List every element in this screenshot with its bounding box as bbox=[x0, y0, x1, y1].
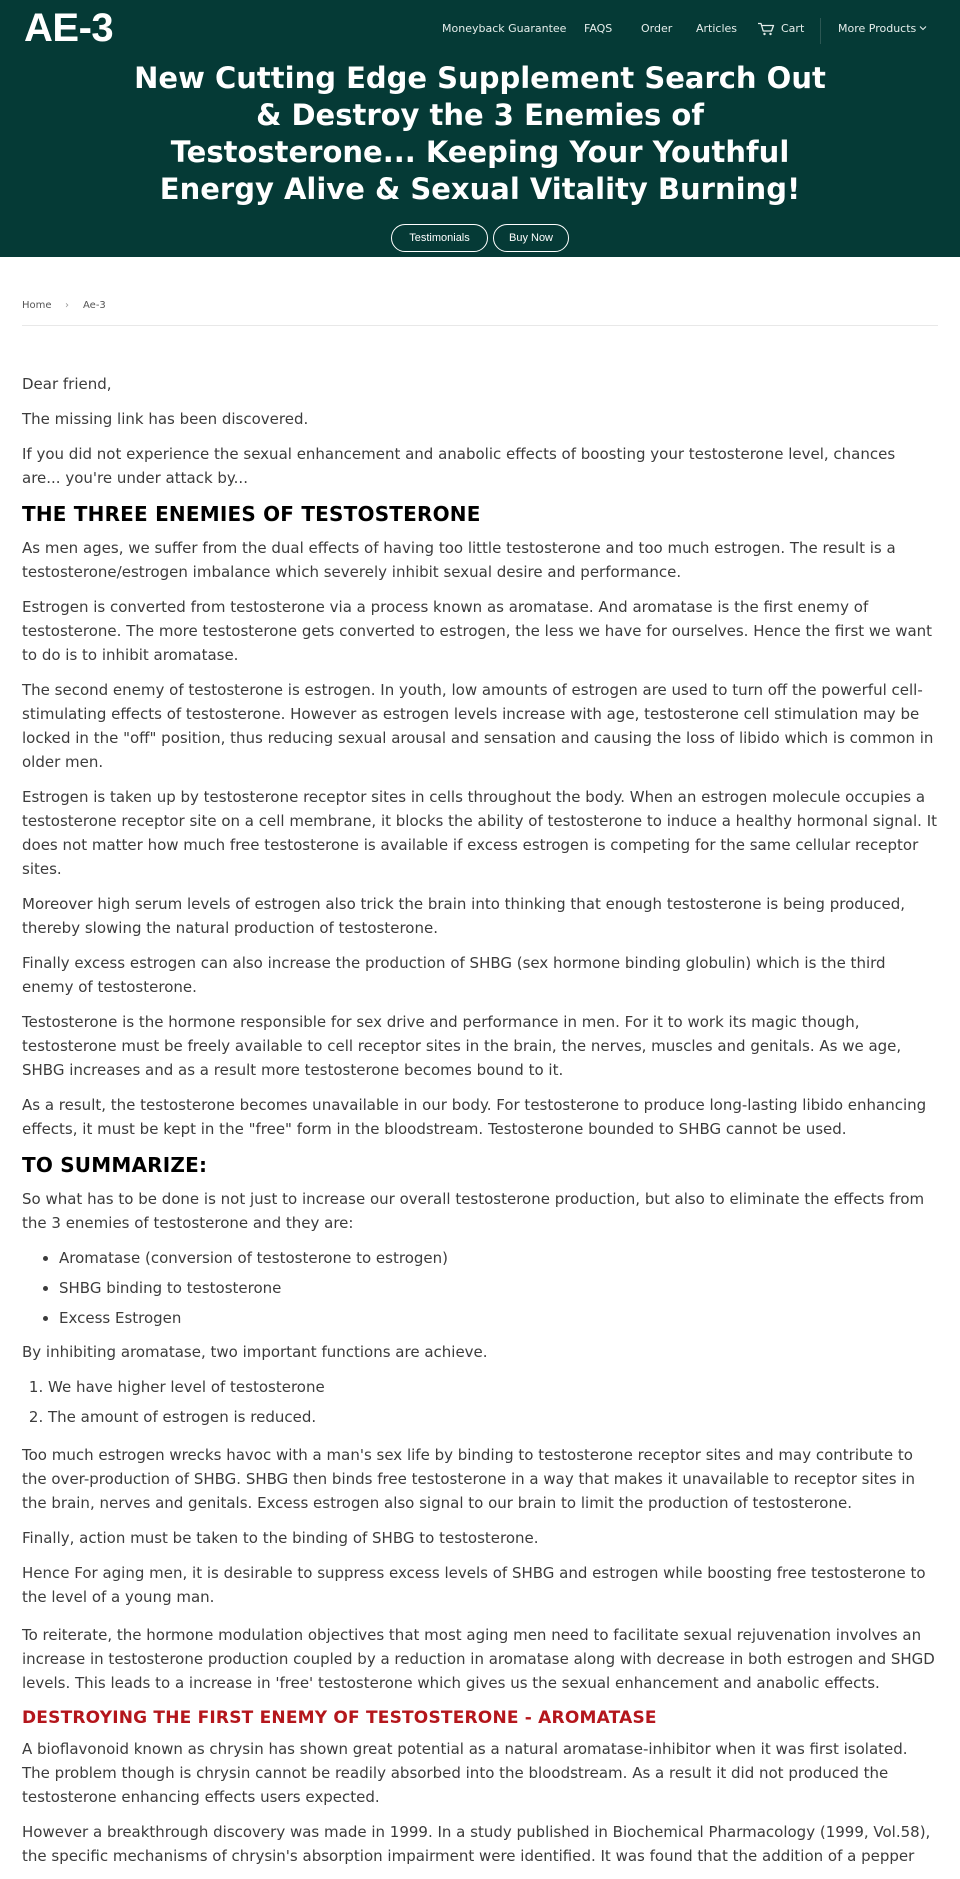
paragraph: Estrogen is converted from testosterone via a process known as aromatase. And aromatase is the first enemy of testosterone. The more testosterone gets converted to estrogen, the less we have for ourselves. Hence the first we want to do is to inhibit aromatase. bbox=[22, 598, 933, 664]
paragraph: Finally excess estrogen can also increase the production of SHBG (sex hormone binding globulin) which is the third enemy of testosterone. bbox=[22, 954, 886, 996]
paragraph: Estrogen is taken up by testosterone receptor sites in cells throughout the body. When an estrogen molecule occupies a testosterone receptor site on a cell membrane, it blocks the ability of testosterone to induce a healthy hormonal signal. It does not matter how much free testosterone is available if excess estrogen is competing for the same cellular receptor sites. bbox=[22, 788, 937, 878]
paragraph: Finally, action must be taken to the binding of SHBG to testosterone. bbox=[22, 1529, 539, 1547]
article-body bbox=[22, 372, 938, 1879]
paragraph: The missing link has been discovered. bbox=[22, 410, 309, 428]
breadcrumb-current: Ae-3 bbox=[83, 300, 106, 311]
nav-articles[interactable]: Articles bbox=[696, 22, 738, 35]
cart-icon[interactable] bbox=[757, 22, 775, 36]
list-item: • SHBG binding to testosterone bbox=[59, 1276, 938, 1300]
functions-list bbox=[48, 1375, 938, 1429]
hero-header bbox=[0, 0, 960, 257]
heading-destroying-aromatase: DESTROYING THE FIRST ENEMY OF TESTOSTERONE - AROMATASE bbox=[22, 1708, 657, 1728]
paragraph: As men ages, we suffer from the dual effects of having too little testosterone and too much estrogen. The result is a testosterone/estrogen imbalance which severely inhibit sexual desire and performance. bbox=[22, 539, 896, 581]
paragraph: Hence For aging men, it is desirable to suppress excess levels of SHBG and estrogen while boosting free testosterone to the level of a young man. bbox=[22, 1564, 926, 1606]
enemies-list bbox=[59, 1246, 938, 1330]
site-logo[interactable]: AE-3 bbox=[24, 6, 114, 50]
nav-faqs[interactable]: FAQS bbox=[584, 22, 613, 35]
nav-more-products[interactable]: More Products bbox=[838, 22, 917, 35]
nav-cart[interactable]: Cart bbox=[781, 22, 805, 35]
paragraph: Testosterone is the hormone responsible for sex drive and performance in men. For it to work its magic though, testosterone must be freely available to cell receptor sites in the brain, the nerves, muscles and genitals. As we age, SHBG increases and as a result more testosterone becomes bound to it. bbox=[22, 1013, 902, 1079]
list-item: 1. We have higher level of testosterone bbox=[48, 1375, 938, 1399]
list-item: • Aromatase (conversion of testosterone to estrogen) bbox=[59, 1246, 938, 1270]
list-item: • Excess Estrogen bbox=[59, 1306, 938, 1330]
breadcrumb-divider bbox=[22, 325, 938, 326]
paragraph: To reiterate, the hormone modulation objectives that most aging men need to facilitate sexual rejuvenation involves an increase in testosterone production coupled by a reduction in aromatase along with decrease in both estrogen and SHGD levels. This leads to a increase in 'free' testosterone which gives us the sexual enhancement and anabolic effects. bbox=[22, 1626, 935, 1692]
nav-divider bbox=[820, 18, 821, 44]
buy-now-button[interactable]: Buy Now bbox=[493, 224, 569, 252]
paragraph: Moreover high serum levels of estrogen also trick the brain into thinking that enough testosterone is being produced, thereby slowing the natural production of testosterone. bbox=[22, 895, 906, 937]
heading-summarize: TO SUMMARIZE: bbox=[22, 1153, 208, 1177]
paragraph: Too much estrogen wrecks havoc with a man's sex life by binding to testosterone receptor sites and may contribute to the over-production of SHBG. SHBG then binds free testosterone in a way that makes it unavailable to receptor sites in the brain, nerves and genitals. Excess estrogen also signal to our brain to limit the production of testosterone. bbox=[22, 1446, 916, 1512]
heading-three-enemies: THE THREE ENEMIES OF TESTOSTERONE bbox=[22, 502, 481, 526]
paragraph: By inhibiting aromatase, two important functions are achieve. bbox=[22, 1343, 488, 1361]
paragraph: So what has to be done is not just to increase our overall testosterone production, but also to eliminate the effects from the 3 enemies of testosterone and they are: bbox=[22, 1190, 925, 1232]
paragraph: If you did not experience the sexual enhancement and anabolic effects of boosting your testosterone level, chances are... you're under attack by... bbox=[22, 445, 896, 487]
paragraph: Dear friend, bbox=[22, 375, 112, 393]
paragraph: However a breakthrough discovery was made in 1999. In a study published in Biochemical Pharmacology (1999, Vol.58), the specific mechanisms of chrysin's absorption impairment were identified. It was found that the addition of a pepper bbox=[22, 1823, 931, 1865]
testimonials-button[interactable]: Testimonials bbox=[391, 224, 488, 252]
breadcrumb-separator: › bbox=[65, 300, 69, 311]
chevron-down-icon[interactable] bbox=[919, 25, 927, 31]
breadcrumb-home[interactable]: Home bbox=[22, 300, 52, 311]
paragraph: The second enemy of testosterone is estrogen. In youth, low amounts of estrogen are used to turn off the powerful cell-stimulating effects of testosterone. However as estrogen levels increase with age, testosterone cell stimulation may be locked in the "off" position, thus reducing sexual arousal and sensation and causing the loss of libido which is common in older men. bbox=[22, 681, 934, 771]
list-item: 2. The amount of estrogen is reduced. bbox=[48, 1405, 938, 1429]
paragraph: A bioflavonoid known as chrysin has shown great potential as a natural aromatase-inhibitor when it was first isolated. The problem though is chrysin cannot be readily absorbed into the bloodstream. As a result it did not produced the testosterone enhancing effects users expected. bbox=[22, 1740, 908, 1806]
nav-order[interactable]: Order bbox=[641, 22, 673, 35]
paragraph: As a result, the testosterone becomes unavailable in our body. For testosterone to produce long-lasting libido enhancing effects, it must be kept in the "free" form in the bloodstream. Testosterone bounded to SHBG cannot be used. bbox=[22, 1096, 927, 1138]
nav-moneyback-guarantee[interactable]: Moneyback Guarantee bbox=[442, 22, 567, 35]
hero-title: New Cutting Edge Supplement Search Out & Destroy the 3 Enemies of Testosterone... Keeping Your Youthful Energy Alive & Sexual Vitality Burning! bbox=[134, 61, 826, 206]
